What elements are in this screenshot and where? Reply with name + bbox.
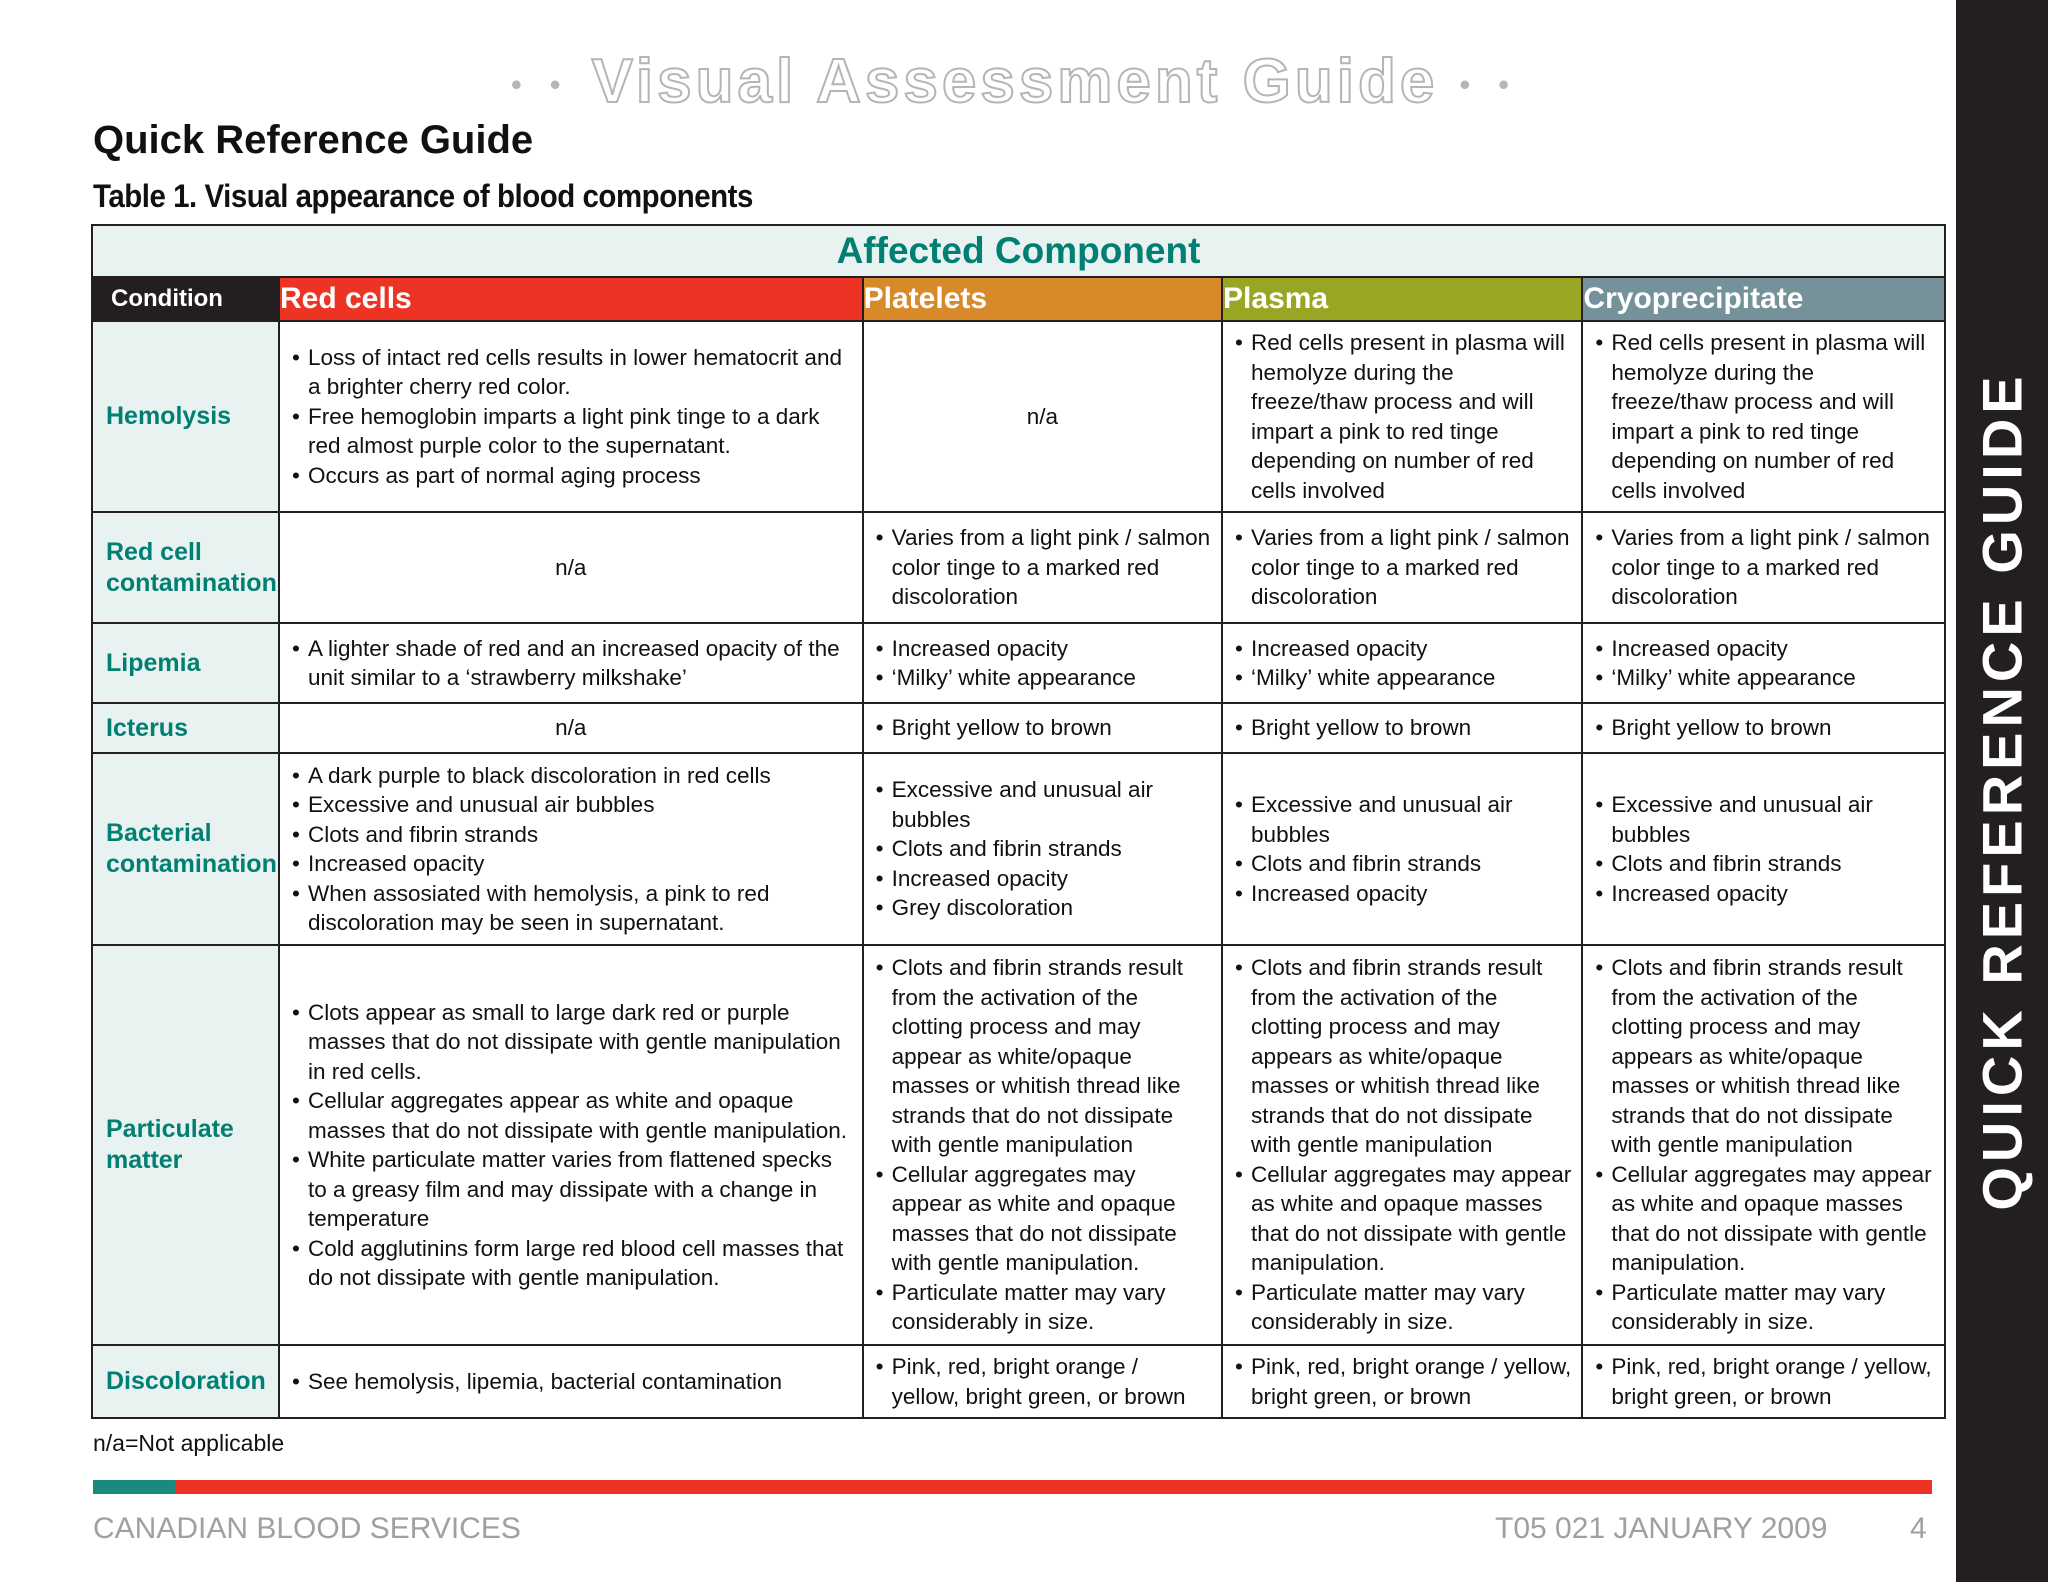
- red-cells-cell: [279, 1345, 863, 1418]
- bullet-item: • Clots and fibrin strands result from the activation of the clotting process and may appears as white/opaque masses or whitish thread like strands that do not dissipate with gentle manipulation: [1593, 953, 1934, 1160]
- footer-doc-ref: T05 021 JANUARY 2009: [1495, 1512, 1828, 1545]
- banner-title-block: [0, 44, 2030, 124]
- red-cells-cell: [279, 753, 863, 945]
- condition-cell: Icterus: [92, 703, 279, 753]
- platelets-cell: [863, 1345, 1222, 1418]
- column-header-red-cells: Red cells: [279, 277, 863, 321]
- bullet-list: [1233, 953, 1571, 1337]
- bullet-list: [874, 775, 1211, 923]
- bullet-item: • Clots and fibrin strands result from the activation of the clotting process and may appear as white/opaque masses or whitish thread like strands that do not dissipate with gentle manipulation: [874, 953, 1211, 1160]
- bullet-item: • Clots and fibrin strands: [874, 834, 1211, 864]
- cryo-cell: [1582, 321, 1945, 512]
- bullet-list: [1593, 523, 1934, 612]
- bullet-list: [1233, 634, 1571, 693]
- banner-title: Visual Assessment Guide: [591, 47, 1439, 116]
- bullet-item: • Pink, red, bright orange / yellow, bright green, or brown: [1233, 1352, 1571, 1411]
- bullet-item: • Increased opacity: [1593, 879, 1934, 909]
- condition-cell: Discoloration: [92, 1345, 279, 1418]
- bullet-item: • Excessive and unusual air bubbles: [1593, 790, 1934, 849]
- bullet-item: • Clots appear as small to large dark red or purple masses that do not dissipate with gentle manipulation in red cells.: [290, 998, 852, 1087]
- platelets-cell: [863, 945, 1222, 1345]
- table-row: [92, 1345, 1945, 1418]
- bullet-list: [1233, 523, 1571, 612]
- bullet-item: • Occurs as part of normal aging process: [290, 461, 852, 491]
- bullet-item: • Free hemoglobin imparts a light pink tinge to a dark red almost purple color to the supernatant.: [290, 402, 852, 461]
- bullet-item: • Bright yellow to brown: [1593, 713, 1934, 743]
- page-heading: Quick Reference Guide: [93, 118, 534, 162]
- bullet-item: • Cellular aggregates may appear as white and opaque masses that do not dissipate with gentle manipulation.: [1593, 1160, 1934, 1278]
- red-cells-cell: [279, 623, 863, 703]
- platelets-cell: [863, 703, 1222, 753]
- table-row: [92, 512, 1945, 623]
- plasma-cell: [1222, 1345, 1582, 1418]
- cryo-cell: [1582, 945, 1945, 1345]
- bullet-list: [1593, 953, 1934, 1337]
- banner-dots-left: • •: [511, 68, 571, 102]
- bullet-list: [290, 1367, 852, 1397]
- bullet-item: • Clots and fibrin strands: [290, 820, 852, 850]
- table-body: [92, 321, 1945, 1418]
- red-cells-cell: [279, 321, 863, 512]
- cryo-cell: [1582, 703, 1945, 753]
- bullet-list: [290, 343, 852, 491]
- bullet-list: [1593, 634, 1934, 693]
- table-row: [92, 945, 1945, 1345]
- footnote: n/a=Not applicable: [93, 1430, 285, 1456]
- table-row: [92, 753, 1945, 945]
- bullet-list: [1233, 328, 1571, 505]
- bullet-item: • ‘Milky’ white appearance: [1233, 663, 1571, 693]
- bullet-item: • Red cells present in plasma will hemolyze during the freeze/thaw process and will impart a pink to red tinge depending on number of red cells involved: [1593, 328, 1934, 505]
- bullet-item: • Cellular aggregates may appear as white and opaque masses that do not dissipate with gentle manipulation.: [1233, 1160, 1571, 1278]
- bullet-item: • See hemolysis, lipemia, bacterial contamination: [290, 1367, 852, 1397]
- bullet-item: • Bright yellow to brown: [1233, 713, 1571, 743]
- condition-cell: Red cell contamination: [92, 512, 279, 623]
- column-header-cryoprecipitate: Cryoprecipitate: [1582, 277, 1945, 321]
- bullet-item: • Cellular aggregates may appear as white and opaque masses that do not dissipate with gentle manipulation.: [874, 1160, 1211, 1278]
- bullet-item: • A lighter shade of red and an increased opacity of the unit similar to a ‘strawberry milkshake’: [290, 634, 852, 693]
- cryo-cell: [1582, 623, 1945, 703]
- table-title: Table 1. Visual appearance of blood components: [93, 178, 753, 214]
- plasma-cell: [1222, 512, 1582, 623]
- bullet-item: • Excessive and unusual air bubbles: [290, 790, 852, 820]
- bullet-list: [290, 998, 852, 1293]
- platelets-cell: n/a: [863, 321, 1222, 512]
- bullet-list: [1593, 328, 1934, 505]
- cryo-cell: [1582, 753, 1945, 945]
- bullet-item: • Clots and fibrin strands: [1593, 849, 1934, 879]
- platelets-cell: [863, 623, 1222, 703]
- bullet-list: [874, 634, 1211, 693]
- page-number: 4: [1910, 1512, 1927, 1545]
- bullet-list: [874, 1352, 1211, 1411]
- bullet-item: • Excessive and unusual air bubbles: [874, 775, 1211, 834]
- bullet-item: • ‘Milky’ white appearance: [874, 663, 1211, 693]
- plasma-cell: [1222, 321, 1582, 512]
- bullet-item: • Red cells present in plasma will hemolyze during the freeze/thaw process and will impart a pink to red tinge depending on number of red cells involved: [1233, 328, 1571, 505]
- bullet-item: • A dark purple to black discoloration in red cells: [290, 761, 852, 791]
- bullet-item: • Particulate matter may vary considerably in size.: [1233, 1278, 1571, 1337]
- condition-cell: Lipemia: [92, 623, 279, 703]
- platelets-cell: [863, 512, 1222, 623]
- bullet-list: [1233, 713, 1571, 743]
- bullet-list: [1233, 1352, 1571, 1411]
- bullet-list: [874, 713, 1211, 743]
- bullet-item: • ‘Milky’ white appearance: [1593, 663, 1934, 693]
- platelets-cell: [863, 753, 1222, 945]
- bullet-list: [1593, 713, 1934, 743]
- column-header-platelets: Platelets: [863, 277, 1222, 321]
- table-row: [92, 321, 1945, 512]
- condition-cell: Bacterial contamination: [92, 753, 279, 945]
- condition-cell: Hemolysis: [92, 321, 279, 512]
- bullet-item: • Varies from a light pink / salmon color tinge to a marked red discoloration: [874, 523, 1211, 612]
- bullet-item: • Particulate matter may vary considerably in size.: [1593, 1278, 1934, 1337]
- column-header-condition: Condition: [92, 277, 279, 321]
- bullet-item: • Increased opacity: [1593, 634, 1934, 664]
- condition-cell: Particulate matter: [92, 945, 279, 1345]
- bullet-item: • Cellular aggregates appear as white and opaque masses that do not dissipate with gentle manipulation.: [290, 1086, 852, 1145]
- bullet-list: [1233, 790, 1571, 908]
- plasma-cell: [1222, 703, 1582, 753]
- bullet-item: • Varies from a light pink / salmon color tinge to a marked red discoloration: [1233, 523, 1571, 612]
- bullet-item: • Pink, red, bright orange / yellow, bright green, or brown: [874, 1352, 1211, 1411]
- bullet-item: • Cold agglutinins form large red blood cell masses that do not dissipate with gentle manipulation.: [290, 1234, 852, 1293]
- bullet-list: [290, 761, 852, 938]
- bullet-list: [1593, 790, 1934, 908]
- bullet-item: • Pink, red, bright orange / yellow, bright green, or brown: [1593, 1352, 1934, 1411]
- bullet-list: [874, 953, 1211, 1337]
- bullet-item: • Increased opacity: [874, 634, 1211, 664]
- side-strip: [1956, 0, 2048, 1582]
- bullet-item: • Varies from a light pink / salmon color tinge to a marked red discoloration: [1593, 523, 1934, 612]
- table-row: [92, 623, 1945, 703]
- bullet-item: • Grey discoloration: [874, 893, 1211, 923]
- footer-organization: CANADIAN BLOOD SERVICES: [93, 1512, 521, 1545]
- red-cells-cell: [279, 945, 863, 1345]
- bullet-item: • Increased opacity: [1233, 634, 1571, 664]
- bullet-item: • Loss of intact red cells results in lower hematocrit and a brighter cherry red color.: [290, 343, 852, 402]
- bullet-list: [1593, 1352, 1934, 1411]
- bullet-list: [290, 634, 852, 693]
- bullet-item: • Increased opacity: [874, 864, 1211, 894]
- bullet-item: • Increased opacity: [1233, 879, 1571, 909]
- bullet-item: • Excessive and unusual air bubbles: [1233, 790, 1571, 849]
- side-label: QUICK REFERENCE GUIDE: [1970, 371, 2034, 1211]
- cryo-cell: [1582, 512, 1945, 623]
- bullet-item: • Clots and fibrin strands result from the activation of the clotting process and may appears as white/opaque masses or whitish thread like strands that do not dissipate with gentle manipulation: [1233, 953, 1571, 1160]
- blood-components-table: [91, 224, 1946, 1419]
- cryo-cell: [1582, 1345, 1945, 1418]
- affected-component-header: Affected Component: [92, 225, 1945, 277]
- bullet-item: • Increased opacity: [290, 849, 852, 879]
- plasma-cell: [1222, 623, 1582, 703]
- plasma-cell: [1222, 753, 1582, 945]
- bullet-item: • White particulate matter varies from flattened specks to a greasy film and may dissipate with a change in temperature: [290, 1145, 852, 1234]
- bullet-list: [874, 523, 1211, 612]
- bullet-item: • Bright yellow to brown: [874, 713, 1211, 743]
- bullet-item: • When assosiated with hemolysis, a pink to red discoloration may be seen in supernatant.: [290, 879, 852, 938]
- banner-dots-right: • •: [1459, 68, 1519, 102]
- table-row: [92, 703, 1945, 753]
- column-header-plasma: Plasma: [1222, 277, 1582, 321]
- bullet-item: • Particulate matter may vary considerably in size.: [874, 1278, 1211, 1337]
- red-cells-cell: n/a: [279, 703, 863, 753]
- bullet-item: • Clots and fibrin strands: [1233, 849, 1571, 879]
- footer-bar-teal: [93, 1480, 175, 1494]
- plasma-cell: [1222, 945, 1582, 1345]
- footer-bar-red: [175, 1480, 1932, 1494]
- red-cells-cell: n/a: [279, 512, 863, 623]
